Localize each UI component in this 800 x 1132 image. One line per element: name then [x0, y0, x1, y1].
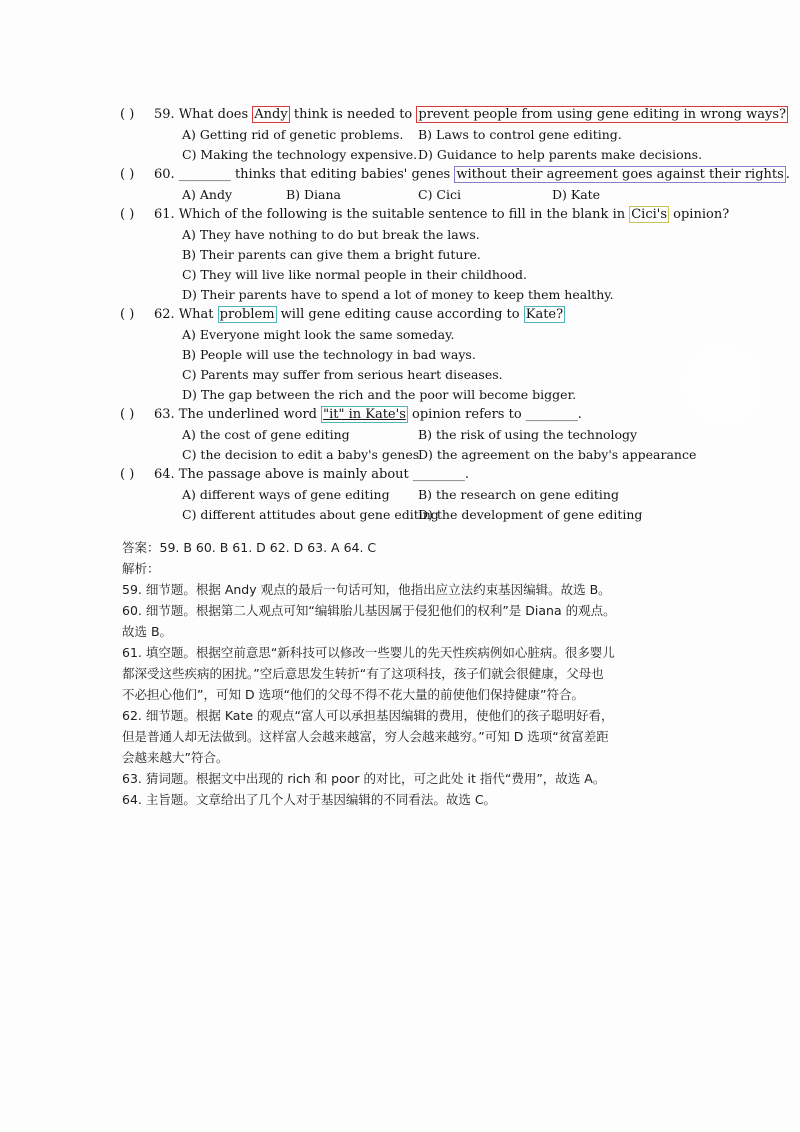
answer-bracket: ( ) [120, 307, 135, 322]
answer-bracket: ( ) [120, 407, 135, 422]
stem-text: opinion refers to ________. [407, 407, 582, 422]
answer-key: 答案：59. B 60. B 61. D 62. D 63. A 64. C [122, 540, 377, 555]
option-d: D) the development of gene editing [418, 507, 643, 522]
option-d: D) Their parents have to spend a lot of money to keep them healthy. [182, 287, 614, 302]
explanation-64: 64. 主旨题。文章给出了几个人对于基因编辑的不同看法。故选 C。 [122, 792, 497, 807]
option-d: D) The gap between the rich and the poor will become bigger. [182, 387, 577, 402]
question-stem [154, 106, 788, 124]
explanation-62: 62. 细节题。根据 Kate 的观点“富人可以承担基因编辑的费用，使他们的孩子聪明好看， [122, 708, 614, 723]
answer-bracket: ( ) [120, 207, 135, 222]
option-b: B) Laws to control gene editing. [418, 127, 622, 142]
option-c: C) different attitudes about gene editing [182, 507, 439, 522]
explanation-62-cont: 会越来越大”符合。 [122, 750, 229, 765]
option-a: A) Getting rid of genetic problems. [182, 127, 404, 142]
stem-text: 61. Which of the following is the suitable sentence to fill in the blank in [154, 207, 630, 222]
option-b: B) the risk of using the technology [418, 427, 638, 442]
option-d: D) the agreement on the baby's appearance [418, 447, 697, 462]
stem-text: opinion? [669, 207, 730, 222]
analysis-header: 解析： [122, 561, 160, 576]
answer-bracket: ( ) [120, 167, 135, 182]
highlight-box: "it" in Kate's [323, 407, 406, 422]
stem-text: think is needed to [289, 107, 417, 122]
explanation-62-cont: 但是普通人却无法做到。这样富人会越来越富，穷人会越来越穷。”可知 D 选项“贫富差距 [122, 729, 609, 744]
stem-text: 59. What does [154, 107, 253, 122]
question-stem: 64. The passage above is mainly about ________. [154, 467, 470, 482]
highlight-box: without their agreement goes against their rights [456, 167, 784, 182]
explanation-63: 63. 猜词题。根据文中出现的 rich 和 poor 的对比，可之此处 it 指代“费用”，故选 A。 [122, 771, 606, 786]
highlight-box: Kate? [525, 307, 564, 322]
stem-text: 62. What [154, 307, 218, 322]
option-b: B) the research on gene editing [418, 487, 619, 502]
explanation-61: 61. 填空题。根据空前意思“新科技可以修改一些婴儿的先天性疾病例如心脏病。很多婴儿 [122, 645, 615, 660]
option-b: B) People will use the technology in bad ways. [182, 347, 476, 362]
option-d: D) Kate [552, 187, 601, 202]
stem-text: 60. ________ thinks that editing babies' genes [154, 167, 455, 182]
option-a: A) the cost of gene editing [182, 427, 350, 442]
option-b: B) Diana [286, 187, 342, 202]
stem-text: 63. The underlined word [154, 407, 322, 422]
explanation-60-cont: 故选 B。 [122, 624, 173, 639]
option-c: C) Cici [418, 187, 461, 202]
option-d: D) Guidance to help parents make decisions. [418, 147, 703, 162]
option-a: A) Andy [182, 187, 233, 202]
option-c: C) the decision to edit a baby's genes [182, 447, 420, 462]
scan-glare [668, 330, 778, 440]
question-stem [154, 166, 790, 184]
option-b: B) Their parents can give them a bright future. [182, 247, 481, 262]
option-a: A) different ways of gene editing [182, 487, 390, 502]
option-c: C) Making the technology expensive. [182, 147, 418, 162]
question-stem [154, 406, 582, 424]
question-stem [154, 306, 565, 324]
option-c: C) Parents may suffer from serious heart diseases. [182, 367, 503, 382]
highlight-box: Andy [254, 107, 288, 122]
highlight-box: problem [219, 307, 275, 322]
answer-bracket: ( ) [120, 467, 135, 482]
highlight-box: prevent people from using gene editing in wrong ways? [418, 107, 786, 122]
highlight-box: Cici's [631, 207, 668, 222]
explanation-60: 60. 细节题。根据第二人观点可知“编辑胎儿基因属于侵犯他们的权利”是 Diana 的观点。 [122, 603, 616, 618]
stem-text: will gene editing cause according to [276, 307, 524, 322]
explanation-59: 59. 细节题。根据 Andy 观点的最后一句话可知，他指出应立法约束基因编辑。故选 B。 [122, 582, 611, 597]
option-a: A) Everyone might look the same someday. [182, 327, 455, 342]
question-stem [154, 206, 729, 224]
answer-bracket: ( ) [120, 107, 135, 122]
stem-text: . [785, 167, 790, 182]
explanation-61-cont: 不必担心他们”，可知 D 选项“他们的父母不得不花大量的前使他们保持健康”符合。 [122, 687, 585, 702]
explanation-61-cont: 都深受这些疾病的困扰。”空后意思发生转折“有了这项科技，孩子们就会很健康，父母也 [122, 666, 604, 681]
option-c: C) They will live like normal people in their childhood. [182, 267, 527, 282]
option-a: A) They have nothing to do but break the laws. [182, 227, 480, 242]
